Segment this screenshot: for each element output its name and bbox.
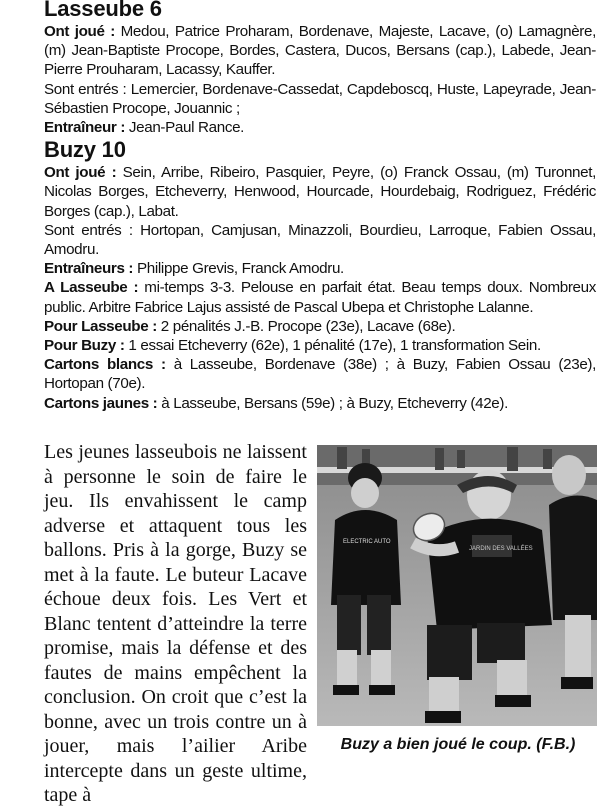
- rugby-match-image: [317, 445, 597, 726]
- team-title-lasseube: Lasseube 6: [44, 0, 162, 21]
- buzy-coach-names: Philippe Grevis, Franck Amodru.: [133, 260, 344, 278]
- label-a-lasseube: A Lasseube :: [44, 279, 139, 297]
- buzy-lineup: [44, 163, 596, 221]
- scorers-buzy-text: 1 essai Etcheverry (62e), 1 pénalité (17e), 1 transformation Sein.: [124, 337, 541, 355]
- scorers-lasseube: [44, 317, 596, 336]
- yellow-cards: [44, 394, 596, 413]
- lasseube-lineup: [44, 22, 596, 80]
- label-entraineurs: Entraîneurs :: [44, 260, 134, 278]
- white-cards: [44, 355, 596, 393]
- label-entraineur: Entraîneur :: [44, 119, 126, 137]
- lasseube-substitutes: Sont entrés : Lemercier, Bordenave-Cassedat, Capdeboscq, Huste, Lapeyrade, Jean-Sébastien Procope, Jouannic ;: [44, 80, 596, 117]
- label-pour-lasseube: Pour Lasseube :: [44, 317, 157, 335]
- label-pour-buzy: Pour Buzy :: [44, 337, 125, 355]
- label-ont-joue: Ont joué :: [44, 164, 117, 182]
- jersey-text-right: JARDIN DES VALLÉES: [469, 546, 533, 552]
- buzy-players: Sein, Arribe, Ribeiro, Pasquier, Peyre, (o) Franck Ossau, (m) Turonnet, Nicolas Borges, Etcheverry, Henwood, Hourcade, Hourdebaig, Rodriguez, Frédéric Borges (cap.), Labat.: [44, 164, 596, 220]
- article-body: Les jeunes lasseubois ne laissent à personne le soin de faire le jeu. Ils envahissent le camp adverse et attaquent tous les ballons. Pris à la gorge, Buzy se met à la faute. Le buteur Lacave échoue deux fois. Les Vert et Blanc tentent d’atteindre la terre promise, mais la défense et des fautes de mains empêchent la conclusion. On croit que c’est la bonne, avec un trois contre un à jouer, mais l’ailier Aribe intercepte dans un geste ultime, tape à: [44, 441, 307, 806]
- yellow-cards-text: à Lasseube, Bersans (59e) ; à Buzy, Etcheverry (42e).: [157, 394, 508, 412]
- white-cards-text: à Lasseube, Bordenave (38e) ; à Buzy, Fabien Ossau (23e), Hortopan (70e).: [44, 356, 596, 393]
- lasseube-coach: [44, 118, 596, 137]
- jersey-text-left: ELECTRIC AUTO: [343, 539, 391, 545]
- lasseube-coach-name: Jean-Paul Rance.: [125, 119, 245, 137]
- label-cartons-blancs: Cartons blancs :: [44, 356, 166, 374]
- buzy-substitutes: Sont entrés : Hortopan, Camjusan, Minazzoli, Bourdieu, Larroque, Fabien Ossau, Amodru.: [44, 221, 596, 259]
- match-conditions: [44, 278, 596, 316]
- label-ont-joue: Ont joué :: [44, 23, 115, 40]
- photo-caption: Buzy a bien joué le coup. (F.B.): [340, 736, 576, 753]
- buzy-coaches: [44, 259, 596, 278]
- rugby-photo: [317, 445, 597, 726]
- scorers-buzy: [44, 336, 596, 355]
- team-title-buzy: Buzy 10: [44, 137, 126, 163]
- scorers-lasseube-text: 2 pénalités J.-B. Procope (23e), Lacave (68e).: [156, 317, 456, 335]
- label-cartons-jaunes: Cartons jaunes :: [44, 394, 158, 412]
- lasseube-players: Medou, Patrice Proharam, Bordenave, Majeste, Lacave, (o) Lamagnère, (m) Jean-Baptiste Procope, Bordes, Castera, Ducos, Bersans (cap.), Labede, Jean-Pierre Prouharam, Lacassy, Kauffer.: [44, 23, 596, 79]
- match-conditions-text: mi-temps 3-3. Pelouse en parfait état. Beau temps doux. Nombreux public. Arbitre Fabrice Lajus assisté de Pascal Ubepa et Christophe Lalanne.: [44, 279, 596, 316]
- match-report-box: [44, 0, 596, 413]
